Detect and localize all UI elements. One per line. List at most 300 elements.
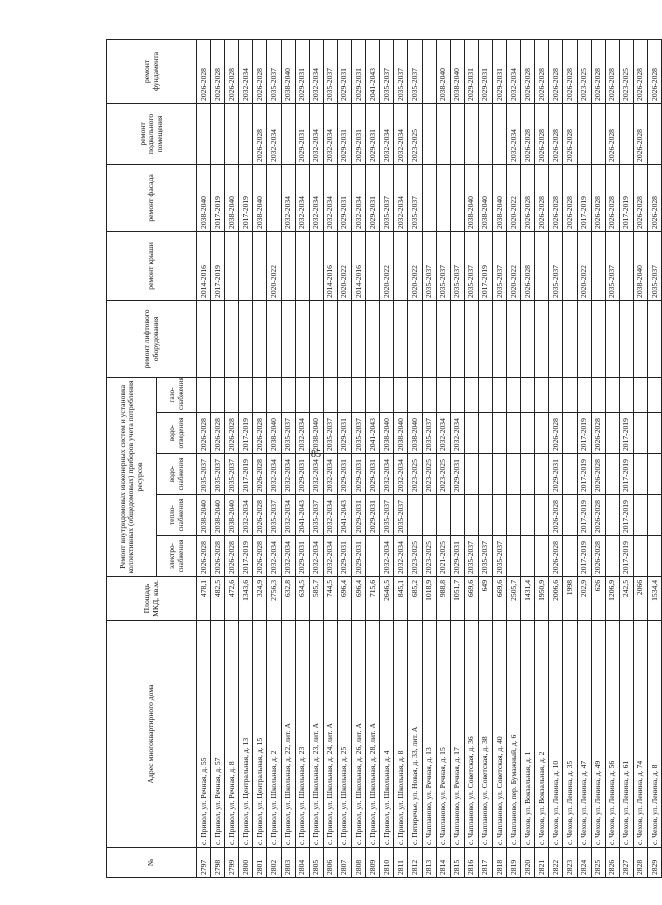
cell-facade [436, 164, 450, 231]
cell-facade: 2026-2028 [535, 164, 549, 231]
cell-facade [267, 164, 281, 231]
cell-water-supply: 2032-2034 [309, 454, 323, 495]
cell-foundation: 2029-2031 [464, 39, 478, 103]
cell-lift [267, 300, 281, 377]
cell-facade: 2017-2019 [211, 164, 225, 231]
header-foundation: ремонт фундамента [107, 39, 197, 103]
cell-water-drain: 2026-2028 [253, 413, 267, 454]
table-row [591, 39, 605, 877]
cell-area: 1534,4 [648, 577, 662, 621]
cell-foundation: 2026-2028 [197, 39, 211, 103]
cell-lift [633, 300, 647, 377]
cell-water-supply: 2017-2019 [239, 454, 253, 495]
cell-no: 2805 [309, 848, 323, 878]
cell-gas [648, 377, 662, 412]
cell-no: 2826 [605, 848, 619, 878]
cell-electric [507, 536, 521, 577]
cell-foundation: 2026-2028 [211, 39, 225, 103]
cell-foundation: 2029-2031 [492, 39, 506, 103]
cell-no: 2808 [352, 848, 366, 878]
cell-area: 1431,4 [521, 577, 535, 621]
cell-electric: 2026-2028 [225, 536, 239, 577]
cell-lift [225, 300, 239, 377]
cell-area: 1950,9 [535, 577, 549, 621]
cell-water-supply [605, 454, 619, 495]
cell-heat: 2035-2037 [309, 495, 323, 536]
cell-basement: 2026-2028 [633, 103, 647, 164]
cell-water-supply [648, 454, 662, 495]
cell-electric [648, 536, 662, 577]
cell-water-supply [535, 454, 549, 495]
cell-water-supply: 2032-2034 [380, 454, 394, 495]
cell-water-supply [563, 454, 577, 495]
cell-area: 634,5 [295, 577, 309, 621]
cell-water-drain: 2026-2028 [197, 413, 211, 454]
cell-lift [323, 300, 337, 377]
cell-no: 2797 [197, 848, 211, 878]
cell-heat: 2029-2031 [352, 495, 366, 536]
cell-basement: 2032-2034 [394, 103, 408, 164]
cell-address: с. Пятиречье, ул. Новая, д. 33, лит. А [408, 621, 422, 848]
cell-area: 472,6 [225, 577, 239, 621]
table-row [422, 39, 436, 877]
cell-electric: 2029-2031 [450, 536, 464, 577]
cell-foundation: 2035-2037 [323, 39, 337, 103]
table-row [267, 39, 281, 877]
cell-area: 696,4 [352, 577, 366, 621]
cell-water-supply: 2029-2031 [549, 454, 563, 495]
cell-lift [436, 300, 450, 377]
cell-area: 1998 [563, 577, 577, 621]
cell-heat [535, 495, 549, 536]
cell-heat [464, 495, 478, 536]
table-row [605, 39, 619, 877]
cell-no: 2816 [464, 848, 478, 878]
cell-roof [619, 231, 633, 300]
cell-basement [591, 103, 605, 164]
table-row [239, 39, 253, 877]
table-row [323, 39, 337, 877]
cell-heat: 2029-2031 [366, 495, 380, 536]
cell-address: с. Привол, ул. Школьная, д. 23, лит. А [309, 621, 323, 848]
cell-electric: 2029-2031 [295, 536, 309, 577]
cell-roof: 2020-2022 [408, 231, 422, 300]
cell-lift [563, 300, 577, 377]
cell-basement: 2026-2028 [563, 103, 577, 164]
cell-lift [591, 300, 605, 377]
header-heat: тепло-снабжения [157, 495, 197, 536]
header-address: Адрес многоквартирного дома [107, 621, 197, 848]
cell-gas [549, 377, 563, 412]
cell-gas [422, 377, 436, 412]
table-row [619, 39, 633, 877]
cell-facade: 2032-2034 [352, 164, 366, 231]
cell-gas [380, 377, 394, 412]
cell-roof: 2020-2022 [267, 231, 281, 300]
cell-gas [450, 377, 464, 412]
cell-lift [422, 300, 436, 377]
cell-no: 2801 [253, 848, 267, 878]
cell-heat [450, 495, 464, 536]
cell-roof [563, 231, 577, 300]
cell-water-drain [492, 413, 506, 454]
cell-electric: 2035-2037 [478, 536, 492, 577]
table-row [197, 39, 211, 877]
cell-foundation: 2035-2037 [267, 39, 281, 103]
cell-roof [591, 231, 605, 300]
cell-lift [648, 300, 662, 377]
cell-electric: 2026-2028 [211, 536, 225, 577]
cell-lift [281, 300, 295, 377]
cell-basement: 2032-2034 [380, 103, 394, 164]
cell-facade: 2026-2028 [563, 164, 577, 231]
cell-heat [436, 495, 450, 536]
cell-area: 685,2 [408, 577, 422, 621]
cell-foundation: 2032-2034 [239, 39, 253, 103]
cell-facade: 2038-2040 [197, 164, 211, 231]
cell-basement: 2026-2028 [549, 103, 563, 164]
cell-foundation [422, 39, 436, 103]
cell-lift [605, 300, 619, 377]
cell-heat [422, 495, 436, 536]
cell-foundation: 2032-2034 [309, 39, 323, 103]
header-gas: газо-снабжения [157, 377, 197, 412]
header-facade: ремонт фасада [107, 164, 197, 231]
cell-area: 202,9 [577, 577, 591, 621]
table-row [281, 39, 295, 877]
cell-water-supply [492, 454, 506, 495]
cell-gas [521, 377, 535, 412]
cell-gas [535, 377, 549, 412]
cell-gas [253, 377, 267, 412]
table-row [478, 39, 492, 877]
table-body [197, 39, 662, 877]
table-row [380, 39, 394, 877]
cell-gas [436, 377, 450, 412]
cell-address: с. Чехов, ул. Ленина, д. 10 [549, 621, 563, 848]
cell-address: с. Чехов, ул. Ленина, д. 74 [633, 621, 647, 848]
cell-electric: 2029-2031 [337, 536, 351, 577]
cell-area: 715,6 [366, 577, 380, 621]
cell-address: с. Привол, ул. Школьная, д. 28, лит. А [366, 621, 380, 848]
cell-heat: 2035-2037 [267, 495, 281, 536]
cell-lift [619, 300, 633, 377]
cell-foundation: 2026-2028 [605, 39, 619, 103]
cell-address: с. Привол, ул. Центральная, д. 15 [253, 621, 267, 848]
cell-area: 1206,9 [605, 577, 619, 621]
cell-address: с. Чехов, ул. Ленина, д. 47 [577, 621, 591, 848]
cell-no: 2800 [239, 848, 253, 878]
cell-roof: 2014-2016 [197, 231, 211, 300]
cell-water-drain: 2032-2034 [450, 413, 464, 454]
cell-water-drain: 2038-2040 [309, 413, 323, 454]
cell-lift [295, 300, 309, 377]
cell-address: с. Привол, ул. Школьная, д. 24, лит. А [323, 621, 337, 848]
cell-facade: 2017-2019 [577, 164, 591, 231]
cell-gas [211, 377, 225, 412]
cell-water-supply: 2029-2031 [366, 454, 380, 495]
cell-lift [380, 300, 394, 377]
cell-water-supply: 2032-2034 [281, 454, 295, 495]
table-row [464, 39, 478, 877]
cell-no: 2810 [380, 848, 394, 878]
table-row [295, 39, 309, 877]
cell-water-supply: 2023-2025 [408, 454, 422, 495]
cell-heat: 2032-2034 [281, 495, 295, 536]
cell-water-drain [563, 413, 577, 454]
cell-roof [295, 231, 309, 300]
cell-foundation: 2041-2043 [366, 39, 380, 103]
cell-address: с. Чехов, ул. Вокзальная, д. 2 [535, 621, 549, 848]
cell-roof: 2020-2022 [380, 231, 394, 300]
cell-electric: 2023-2025 [408, 536, 422, 577]
cell-facade: 2032-2034 [281, 164, 295, 231]
cell-no: 2813 [422, 848, 436, 878]
cell-no: 2819 [507, 848, 521, 878]
cell-electric: 2032-2034 [281, 536, 295, 577]
cell-facade: 2038-2040 [492, 164, 506, 231]
cell-electric: 2032-2034 [309, 536, 323, 577]
cell-roof: 2017-2019 [211, 231, 225, 300]
cell-water-supply: 2029-2031 [337, 454, 351, 495]
cell-foundation: 2026-2028 [648, 39, 662, 103]
cell-no: 2809 [366, 848, 380, 878]
cell-electric: 2026-2028 [253, 536, 267, 577]
cell-area: 649 [478, 577, 492, 621]
cell-water-drain: 2035-2037 [422, 413, 436, 454]
cell-basement: 2029-2031 [337, 103, 351, 164]
cell-water-supply: 2035-2037 [197, 454, 211, 495]
cell-basement [281, 103, 295, 164]
cell-facade: 2029-2031 [366, 164, 380, 231]
cell-no: 2798 [211, 848, 225, 878]
cell-no: 2802 [267, 848, 281, 878]
cell-facade: 2035-2037 [408, 164, 422, 231]
cell-water-supply [521, 454, 535, 495]
cell-basement [436, 103, 450, 164]
cell-roof: 2035-2037 [605, 231, 619, 300]
cell-lift [394, 300, 408, 377]
cell-roof [309, 231, 323, 300]
cell-foundation: 2026-2028 [225, 39, 239, 103]
cell-foundation: 2023-2025 [619, 39, 633, 103]
cell-address: с. Привол, ул. Речная, д. 57 [211, 621, 225, 848]
table-row [633, 39, 647, 877]
cell-area: 324,9 [253, 577, 267, 621]
cell-electric [605, 536, 619, 577]
cell-facade: 2026-2028 [549, 164, 563, 231]
cell-no: 2803 [281, 848, 295, 878]
cell-no: 2824 [577, 848, 591, 878]
cell-area: 696,4 [337, 577, 351, 621]
header-water-drain: водо-отведения [157, 413, 197, 454]
cell-water-supply: 2026-2028 [253, 454, 267, 495]
cell-foundation: 2029-2031 [337, 39, 351, 103]
cell-facade: 2029-2031 [337, 164, 351, 231]
cell-roof [239, 231, 253, 300]
cell-roof: 2035-2037 [436, 231, 450, 300]
cell-water-supply [464, 454, 478, 495]
cell-roof: 2017-2019 [478, 231, 492, 300]
cell-foundation: 2038-2040 [436, 39, 450, 103]
cell-water-supply: 2035-2037 [225, 454, 239, 495]
cell-basement: 2023-2025 [408, 103, 422, 164]
cell-gas [605, 377, 619, 412]
cell-area: 744,5 [323, 577, 337, 621]
cell-basement [577, 103, 591, 164]
cell-gas [309, 377, 323, 412]
cell-no: 2815 [450, 848, 464, 878]
cell-lift [408, 300, 422, 377]
cell-roof [253, 231, 267, 300]
cell-water-supply: 2017-2019 [577, 454, 591, 495]
cell-basement [619, 103, 633, 164]
cell-no: 2799 [225, 848, 239, 878]
cell-electric [366, 536, 380, 577]
cell-no: 2822 [549, 848, 563, 878]
cell-foundation: 2032-2034 [507, 39, 521, 103]
cell-heat: 2032-2034 [323, 495, 337, 536]
cell-no: 2806 [323, 848, 337, 878]
cell-electric [521, 536, 535, 577]
cell-heat [507, 495, 521, 536]
header-engineering-systems: Ремонт внутридомовых инженерных систем и установка коллективных (общедомовых) приборов учета потребления ресурсов [107, 377, 157, 576]
cell-area: 2066 [633, 577, 647, 621]
cell-no: 2807 [337, 848, 351, 878]
cell-address: с. Чехов, ул. Ленина, д. 56 [605, 621, 619, 848]
cell-basement [450, 103, 464, 164]
cell-roof: 2020-2022 [577, 231, 591, 300]
cell-water-supply: 2032-2034 [323, 454, 337, 495]
cell-water-supply: 2032-2034 [394, 454, 408, 495]
cell-gas [492, 377, 506, 412]
cell-roof: 2035-2037 [422, 231, 436, 300]
cell-water-supply: 2035-2037 [211, 454, 225, 495]
cell-foundation: 2026-2028 [563, 39, 577, 103]
cell-area: 845,1 [394, 577, 408, 621]
cell-facade: 2026-2028 [648, 164, 662, 231]
cell-basement: 2029-2031 [295, 103, 309, 164]
cell-electric: 2017-2019 [619, 536, 633, 577]
cell-address: с. Привол, ул. Школьная, д. 23 [295, 621, 309, 848]
cell-facade: 2026-2028 [633, 164, 647, 231]
cell-water-supply: 2023-2025 [436, 454, 450, 495]
cell-gas [225, 377, 239, 412]
table-row [253, 39, 267, 877]
cell-area: 1343,6 [239, 577, 253, 621]
cell-water-drain [535, 413, 549, 454]
cell-address: с. Чехов, ул. Ленина, д. 61 [619, 621, 633, 848]
cell-electric: 2026-2028 [549, 536, 563, 577]
cell-electric: 2017-2019 [239, 536, 253, 577]
cell-heat: 2032-2034 [239, 495, 253, 536]
cell-address: с. Привол, ул. Школьная, д. 22, лит. А [281, 621, 295, 848]
table-row [577, 39, 591, 877]
cell-roof: 2035-2037 [450, 231, 464, 300]
header-no: № [107, 848, 197, 878]
cell-area: 2006,6 [549, 577, 563, 621]
cell-area: 478,1 [197, 577, 211, 621]
cell-area: 482,5 [211, 577, 225, 621]
cell-heat [648, 495, 662, 536]
cell-water-drain: 2035-2037 [323, 413, 337, 454]
cell-water-drain: 2038-2040 [380, 413, 394, 454]
cell-address: с. Чапланово, ул. Советская, д. 36 [464, 621, 478, 848]
cell-no: 2820 [521, 848, 535, 878]
cell-basement [225, 103, 239, 164]
cell-foundation: 2035-2037 [408, 39, 422, 103]
cell-heat [408, 495, 422, 536]
cell-foundation: 2029-2031 [352, 39, 366, 103]
cell-foundation: 2026-2028 [521, 39, 535, 103]
cell-address: с. Привол, ул. Школьная, д. 25 [337, 621, 351, 848]
cell-lift [337, 300, 351, 377]
cell-no: 2811 [394, 848, 408, 878]
cell-water-drain: 2032-2034 [436, 413, 450, 454]
cell-roof: 2035-2037 [549, 231, 563, 300]
cell-lift [239, 300, 253, 377]
cell-electric: 2032-2034 [323, 536, 337, 577]
cell-lift [366, 300, 380, 377]
cell-no: 2821 [535, 848, 549, 878]
cell-water-drain [478, 413, 492, 454]
cell-no: 2828 [633, 848, 647, 878]
cell-heat: 2035-2037 [394, 495, 408, 536]
header-roof: ремонт крыши [107, 231, 197, 300]
cell-gas [577, 377, 591, 412]
cell-gas [394, 377, 408, 412]
cell-no: 2818 [492, 848, 506, 878]
cell-basement: 2032-2034 [267, 103, 281, 164]
cell-water-supply [507, 454, 521, 495]
cell-foundation: 2029-2031 [478, 39, 492, 103]
table-row [507, 39, 521, 877]
cell-address: с. Привол, ул. Школьная, д. 26, лит. А [352, 621, 366, 848]
cell-water-supply [633, 454, 647, 495]
cell-lift [253, 300, 267, 377]
cell-lift [577, 300, 591, 377]
table-row [450, 39, 464, 877]
cell-electric: 2029-2031 [352, 536, 366, 577]
table-row [521, 39, 535, 877]
cell-roof [225, 231, 239, 300]
cell-electric: 2026-2028 [197, 536, 211, 577]
cell-basement [422, 103, 436, 164]
cell-area: 585,7 [309, 577, 323, 621]
cell-roof: 2020-2022 [507, 231, 521, 300]
cell-facade: 2032-2034 [295, 164, 309, 231]
cell-lift [492, 300, 506, 377]
cell-heat: 2041-2043 [337, 495, 351, 536]
cell-facade: 2020-2022 [507, 164, 521, 231]
cell-water-drain: 2032-2034 [295, 413, 309, 454]
cell-heat: 2038-2040 [197, 495, 211, 536]
cell-no: 2825 [591, 848, 605, 878]
cell-heat: 2017-2019 [577, 495, 591, 536]
cell-gas [295, 377, 309, 412]
cell-address: с. Чапланово, ул. Речная, д. 17 [450, 621, 464, 848]
cell-roof: 2035-2037 [464, 231, 478, 300]
cell-address: с. Чехов, ул. Ленина, д. 8 [648, 621, 662, 848]
cell-water-drain [521, 413, 535, 454]
table-row [436, 39, 450, 877]
cell-basement: 2026-2028 [521, 103, 535, 164]
table-row [549, 39, 563, 877]
cell-no: 2827 [619, 848, 633, 878]
header-lift: ремонт лифтового оборудования [107, 300, 197, 377]
table-row [408, 39, 422, 877]
cell-electric [535, 536, 549, 577]
